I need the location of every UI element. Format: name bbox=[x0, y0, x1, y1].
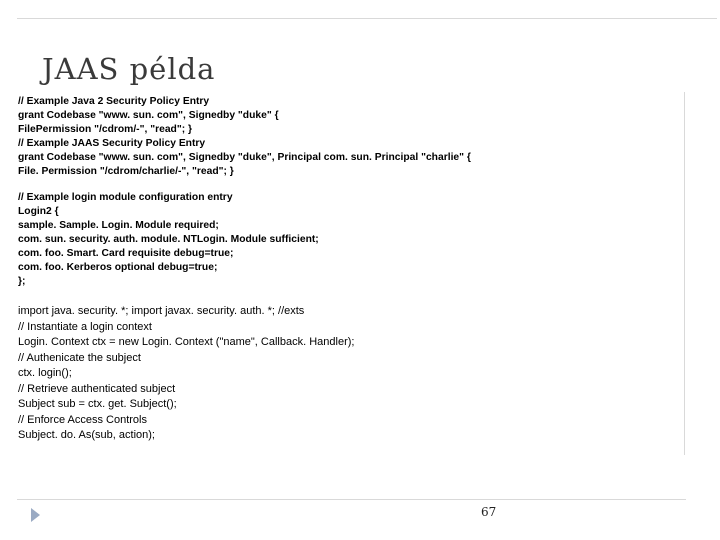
code-line: // Example JAAS Security Policy Entry bbox=[18, 138, 206, 149]
code-line: com. sun. security. auth. module. NTLogin. Module sufficient; bbox=[18, 234, 319, 245]
code-line: ctx. login(); bbox=[18, 367, 72, 379]
code-line: com. foo. Kerberos optional debug=true; bbox=[18, 262, 218, 273]
code-line: grant Codebase "www. sun. com", Signedby "duke", Principal com. sun. Principal "charlie" { bbox=[18, 152, 471, 163]
slide-content bbox=[15, 92, 685, 455]
code-line: // Authenicate the subject bbox=[18, 351, 141, 364]
page-number: 67 bbox=[481, 505, 497, 519]
triangle-bullet-icon bbox=[31, 508, 40, 522]
code-line: // Enforce Access Controls bbox=[18, 413, 147, 426]
footer-divider bbox=[17, 499, 686, 500]
code-line: File. Permission "/cdrom/charlie/-", "read"; } bbox=[18, 166, 234, 177]
code-line: // Example Java 2 Security Policy Entry bbox=[18, 96, 210, 107]
code-line: grant Codebase "www. sun. com", Signedby "duke" { bbox=[18, 110, 279, 121]
java-code-block bbox=[18, 304, 354, 444]
code-line: Login2 { bbox=[18, 206, 59, 217]
code-line: Subject sub = ctx. get. Subject(); bbox=[18, 398, 177, 410]
code-line: // Retrieve authenticated subject bbox=[18, 382, 176, 395]
login-config-block bbox=[18, 191, 319, 289]
code-line: // Example login module configuration entry bbox=[18, 192, 233, 203]
code-line: // Instantiate a login context bbox=[18, 320, 152, 333]
code-line: sample. Sample. Login. Module required; bbox=[18, 220, 219, 231]
code-line: Login. Context ctx = new Login. Context ("name", Callback. Handler); bbox=[18, 336, 355, 348]
code-line: import java. security. *; import javax. security. auth. *; //exts bbox=[18, 305, 305, 317]
code-line: }; bbox=[18, 276, 26, 287]
code-line: com. foo. Smart. Card requisite debug=true; bbox=[18, 248, 234, 259]
code-line: Subject. do. As(sub, action); bbox=[18, 429, 155, 441]
policy-entry-block bbox=[18, 95, 471, 179]
code-line: FilePermission "/cdrom/-", "read"; } bbox=[18, 124, 193, 135]
title-divider bbox=[17, 18, 717, 19]
slide-title: JAAS példa bbox=[42, 52, 216, 86]
